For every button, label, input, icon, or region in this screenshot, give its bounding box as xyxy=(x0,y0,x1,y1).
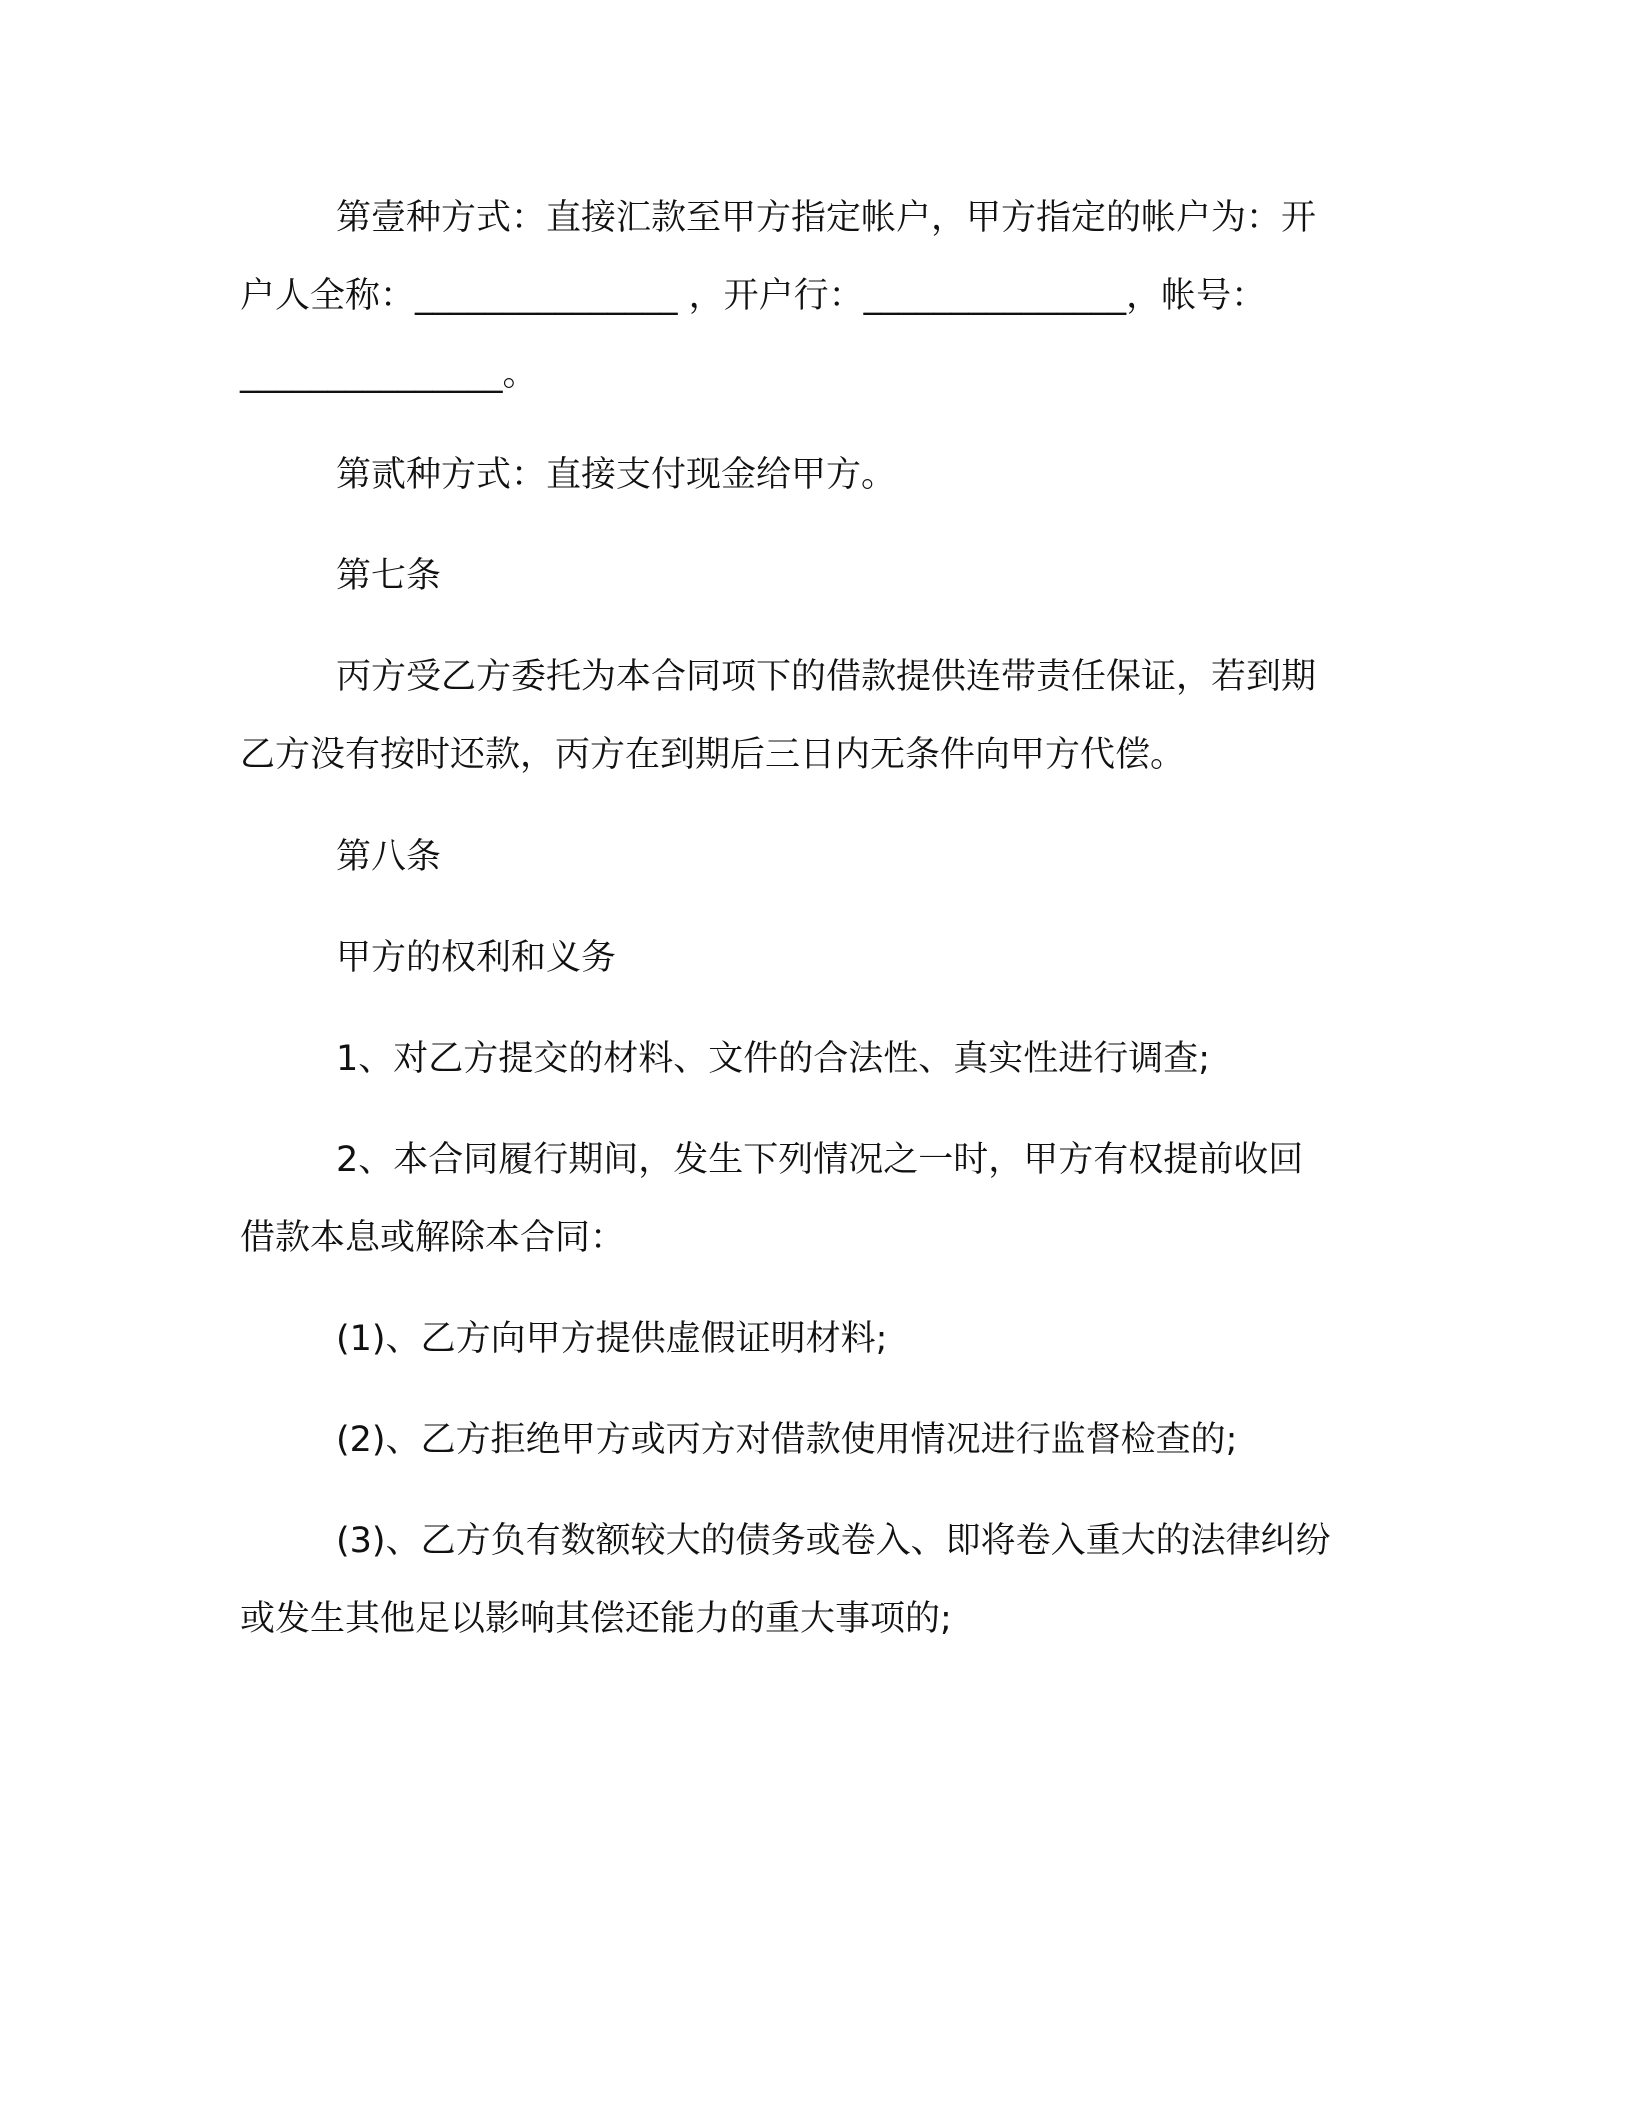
account-name-label: 户人全称： xyxy=(240,276,416,316)
sub-item-3-line-1: (3)、乙方负有数额较大的债务或卷入、即将卷入重大的法律纠纷 xyxy=(336,1521,1331,1561)
bank-label: ，开户行： xyxy=(688,276,864,316)
item-2-line-2: 借款本息或解除本合同： xyxy=(240,1218,626,1258)
sub-item-2: (2)、乙方拒绝甲方或丙方对借款使用情况进行监督检查的; xyxy=(336,1420,1238,1460)
account-number-blank: _______________ xyxy=(240,354,503,394)
sub-item-3-line-2: 或发生其他足以影响其偿还能力的重大事项的; xyxy=(240,1599,952,1639)
account-number-label: ，帐号： xyxy=(1126,276,1267,316)
payment-method-1-line-1: 第壹种方式：直接汇款至甲方指定帐户，甲方指定的帐户为：开 xyxy=(336,198,1317,238)
sub-item-1: (1)、乙方向甲方提供虚假证明材料; xyxy=(336,1319,888,1359)
rights-obligations-heading: 甲方的权利和义务 xyxy=(336,938,617,978)
article-7-text-line-2: 乙方没有按时还款，丙方在到期后三日内无条件向甲方代偿。 xyxy=(240,735,1186,775)
item-2-line-1: 2、本合同履行期间，发生下列情况之一时，甲方有权提前收回 xyxy=(336,1140,1304,1180)
article-7-text-line-1: 丙方受乙方委托为本合同项下的借款提供连带责任保证，若到期 xyxy=(336,657,1317,697)
payment-method-2: 第贰种方式：直接支付现金给甲方。 xyxy=(336,455,897,495)
item-1: 1、对乙方提交的材料、文件的合法性、真实性进行调查; xyxy=(336,1039,1211,1079)
bank-blank: _______________ xyxy=(863,276,1127,316)
article-7-heading: 第七条 xyxy=(336,556,442,596)
period: 。 xyxy=(502,354,538,394)
account-name-blank: _______________ xyxy=(415,276,678,316)
article-8-heading: 第八条 xyxy=(336,837,442,877)
payment-method-1-line-3 xyxy=(240,334,1392,414)
payment-method-1-line-2 xyxy=(240,256,1392,336)
